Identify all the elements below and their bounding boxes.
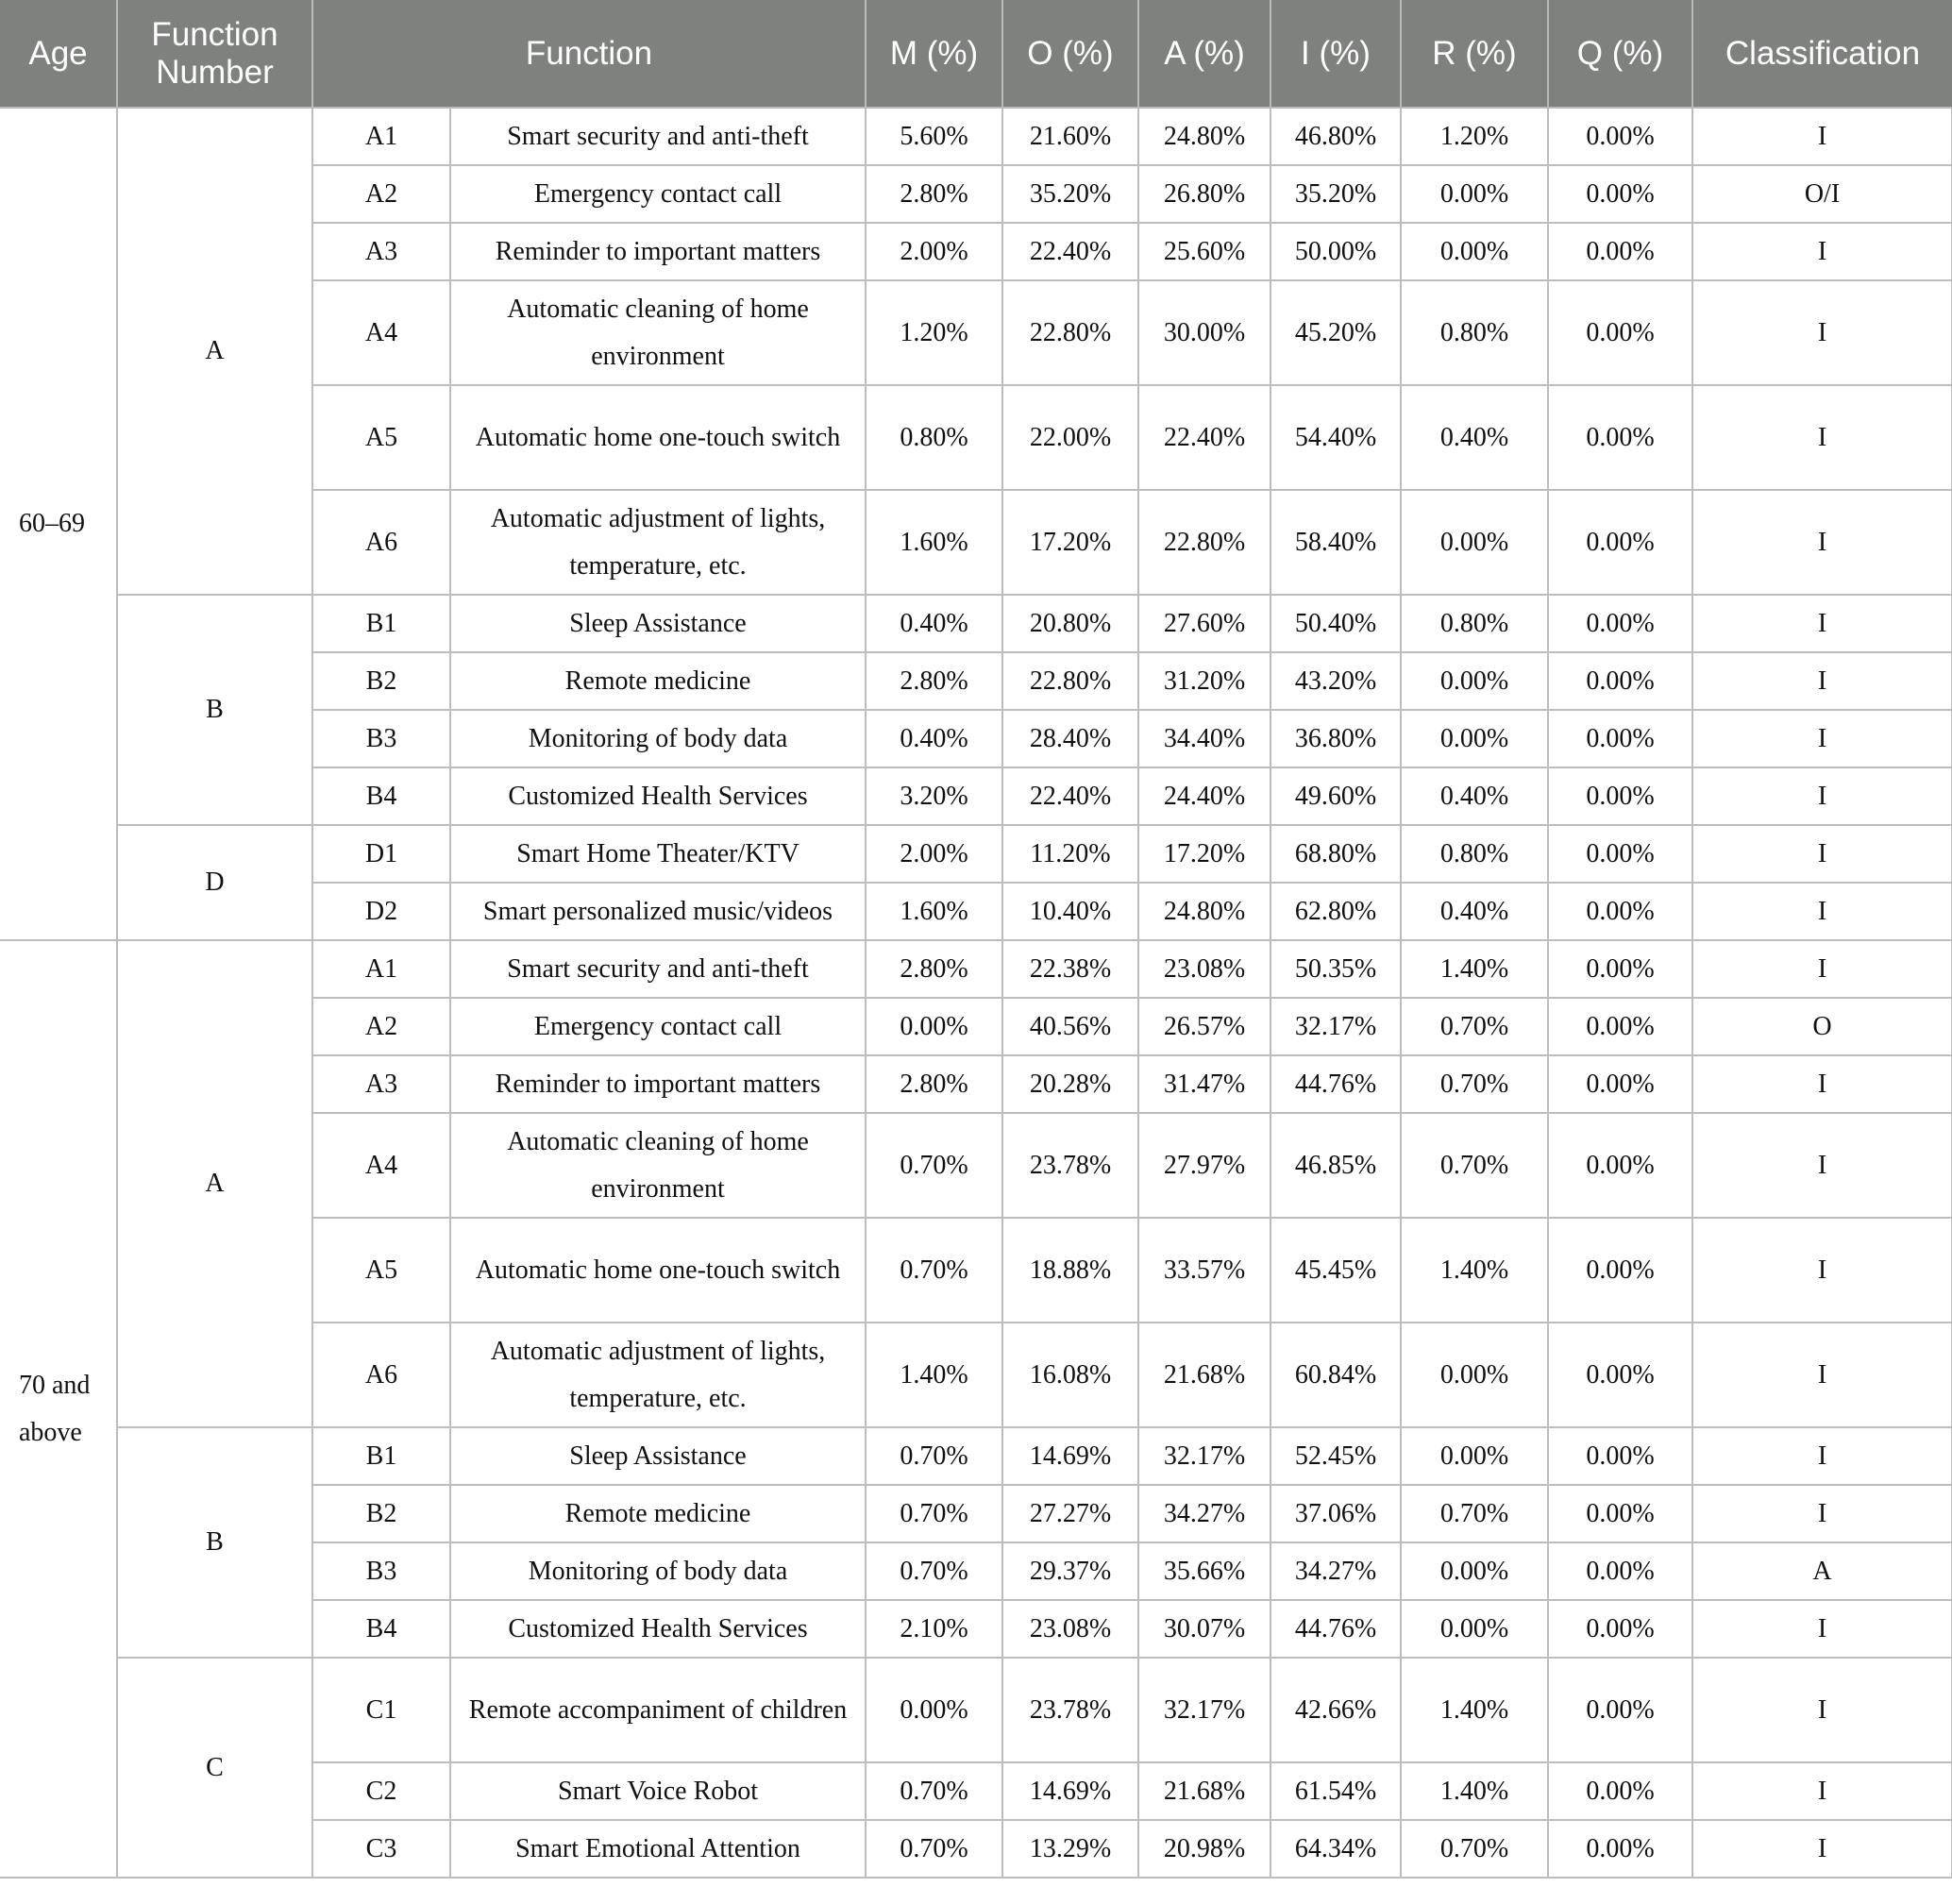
r-value-cell: 1.40%: [1401, 940, 1548, 998]
q-value-cell: 0.00%: [1548, 1820, 1692, 1878]
a-value-cell: 22.40%: [1138, 385, 1270, 490]
o-value-cell: 35.20%: [1002, 165, 1138, 223]
function-name-cell: Emergency contact call: [450, 165, 866, 223]
function-name-cell: Monitoring of body data: [450, 710, 866, 767]
function-category-cell: D: [117, 825, 312, 940]
classification-value-cell: I: [1692, 1323, 1952, 1427]
m-value-cell: 0.80%: [866, 385, 1002, 490]
o-value-cell: 21.60%: [1002, 108, 1138, 165]
function-id-cell: B3: [312, 710, 450, 767]
r-value-cell: 0.70%: [1401, 1055, 1548, 1113]
r-value-cell: 0.00%: [1401, 490, 1548, 595]
classification-value-cell: I: [1692, 1820, 1952, 1878]
a-value-cell: 31.47%: [1138, 1055, 1270, 1113]
table-row: [0, 1658, 1952, 1762]
o-value-cell: 28.40%: [1002, 710, 1138, 767]
r-value-cell: 0.80%: [1401, 595, 1548, 652]
function-id-cell: B3: [312, 1542, 450, 1600]
classification-value-cell: I: [1692, 1600, 1952, 1658]
m-value-cell: 5.60%: [866, 108, 1002, 165]
q-value-cell: 0.00%: [1548, 940, 1692, 998]
function-name-cell: Monitoring of body data: [450, 1542, 866, 1600]
classification-value-cell: I: [1692, 1762, 1952, 1820]
m-value-cell: 0.00%: [866, 1658, 1002, 1762]
classification-value-cell: I: [1692, 595, 1952, 652]
m-value-cell: 1.60%: [866, 490, 1002, 595]
o-value-cell: 22.80%: [1002, 280, 1138, 385]
function-id-cell: B1: [312, 1427, 450, 1485]
q-value-cell: 0.00%: [1548, 1218, 1692, 1323]
o-value-cell: 20.28%: [1002, 1055, 1138, 1113]
o-value-cell: 27.27%: [1002, 1485, 1138, 1542]
function-name-cell: Emergency contact call: [450, 998, 866, 1055]
r-value-cell: 0.70%: [1401, 998, 1548, 1055]
q-value-cell: 0.00%: [1548, 280, 1692, 385]
q-value-cell: 0.00%: [1548, 223, 1692, 280]
age-group-label-line: above: [19, 1417, 82, 1447]
function-id-cell: A4: [312, 1113, 450, 1218]
table-row: [0, 595, 1952, 652]
table-row: [0, 1427, 1952, 1485]
classification-value-cell: I: [1692, 767, 1952, 825]
function-name-cell: Sleep Assistance: [450, 1427, 866, 1485]
o-value-cell: 14.69%: [1002, 1427, 1138, 1485]
r-value-cell: 0.40%: [1401, 385, 1548, 490]
i-value-cell: 46.80%: [1270, 108, 1401, 165]
a-value-cell: 26.57%: [1138, 998, 1270, 1055]
r-value-cell: 1.40%: [1401, 1218, 1548, 1323]
function-category-cell: C: [117, 1658, 312, 1878]
function-id-cell: A1: [312, 940, 450, 998]
function-name-cell: Smart security and anti-theft: [450, 108, 866, 165]
a-value-cell: 27.60%: [1138, 595, 1270, 652]
header-function-number: Function Number: [117, 0, 312, 108]
function-id-cell: D1: [312, 825, 450, 883]
m-value-cell: 0.40%: [866, 710, 1002, 767]
m-value-cell: 2.00%: [866, 223, 1002, 280]
q-value-cell: 0.00%: [1548, 385, 1692, 490]
function-name-cell: Automatic adjustment of lights, temperature, etc.: [450, 1323, 866, 1427]
o-value-cell: 23.78%: [1002, 1113, 1138, 1218]
m-value-cell: 0.70%: [866, 1542, 1002, 1600]
function-name-cell: Smart Home Theater/KTV: [450, 825, 866, 883]
a-value-cell: 26.80%: [1138, 165, 1270, 223]
classification-value-cell: I: [1692, 883, 1952, 940]
i-value-cell: 42.66%: [1270, 1658, 1401, 1762]
classification-value-cell: I: [1692, 1485, 1952, 1542]
function-name-cell: Reminder to important matters: [450, 223, 866, 280]
i-value-cell: 44.76%: [1270, 1600, 1401, 1658]
m-value-cell: 2.80%: [866, 1055, 1002, 1113]
header-function: Function: [312, 0, 866, 108]
o-value-cell: 22.80%: [1002, 652, 1138, 710]
r-value-cell: 0.40%: [1401, 767, 1548, 825]
m-value-cell: 0.70%: [866, 1485, 1002, 1542]
function-id-cell: C3: [312, 1820, 450, 1878]
header-age: Age: [0, 0, 117, 108]
function-id-cell: A6: [312, 490, 450, 595]
i-value-cell: 62.80%: [1270, 883, 1401, 940]
i-value-cell: 37.06%: [1270, 1485, 1401, 1542]
r-value-cell: 1.20%: [1401, 108, 1548, 165]
i-value-cell: 50.00%: [1270, 223, 1401, 280]
a-value-cell: 30.00%: [1138, 280, 1270, 385]
function-id-cell: C2: [312, 1762, 450, 1820]
function-category-cell: B: [117, 1427, 312, 1658]
q-value-cell: 0.00%: [1548, 1485, 1692, 1542]
o-value-cell: 22.00%: [1002, 385, 1138, 490]
function-name-cell: Smart security and anti-theft: [450, 940, 866, 998]
i-value-cell: 61.54%: [1270, 1762, 1401, 1820]
o-value-cell: 29.37%: [1002, 1542, 1138, 1600]
q-value-cell: 0.00%: [1548, 1323, 1692, 1427]
header-row: [0, 0, 1952, 108]
q-value-cell: 0.00%: [1548, 1055, 1692, 1113]
i-value-cell: 58.40%: [1270, 490, 1401, 595]
function-id-cell: A2: [312, 165, 450, 223]
a-value-cell: 24.40%: [1138, 767, 1270, 825]
m-value-cell: 2.00%: [866, 825, 1002, 883]
o-value-cell: 23.08%: [1002, 1600, 1138, 1658]
age-group-cell: 60–69: [0, 108, 117, 940]
table-row: [0, 825, 1952, 883]
o-value-cell: 16.08%: [1002, 1323, 1138, 1427]
r-value-cell: 0.80%: [1401, 280, 1548, 385]
classification-value-cell: O: [1692, 998, 1952, 1055]
i-value-cell: 35.20%: [1270, 165, 1401, 223]
a-value-cell: 23.08%: [1138, 940, 1270, 998]
i-value-cell: 45.20%: [1270, 280, 1401, 385]
r-value-cell: 0.70%: [1401, 1113, 1548, 1218]
q-value-cell: 0.00%: [1548, 1762, 1692, 1820]
q-value-cell: 0.00%: [1548, 490, 1692, 595]
classification-value-cell: I: [1692, 710, 1952, 767]
function-name-cell: Sleep Assistance: [450, 595, 866, 652]
r-value-cell: 0.00%: [1401, 165, 1548, 223]
function-id-cell: A6: [312, 1323, 450, 1427]
m-value-cell: 0.70%: [866, 1113, 1002, 1218]
function-id-cell: B4: [312, 767, 450, 825]
i-value-cell: 60.84%: [1270, 1323, 1401, 1427]
classification-value-cell: I: [1692, 940, 1952, 998]
function-id-cell: A5: [312, 385, 450, 490]
o-value-cell: 10.40%: [1002, 883, 1138, 940]
i-value-cell: 64.34%: [1270, 1820, 1401, 1878]
i-value-cell: 68.80%: [1270, 825, 1401, 883]
function-name-cell: Smart personalized music/videos: [450, 883, 866, 940]
function-name-cell: Remote accompaniment of children: [450, 1658, 866, 1762]
function-category-cell: A: [117, 108, 312, 595]
a-value-cell: 31.20%: [1138, 652, 1270, 710]
r-value-cell: 0.40%: [1401, 883, 1548, 940]
a-value-cell: 32.17%: [1138, 1427, 1270, 1485]
function-name-cell: Remote medicine: [450, 652, 866, 710]
q-value-cell: 0.00%: [1548, 165, 1692, 223]
classification-value-cell: I: [1692, 1055, 1952, 1113]
a-value-cell: 20.98%: [1138, 1820, 1270, 1878]
a-value-cell: 25.60%: [1138, 223, 1270, 280]
m-value-cell: 0.70%: [866, 1427, 1002, 1485]
r-value-cell: 1.40%: [1401, 1762, 1548, 1820]
i-value-cell: 50.40%: [1270, 595, 1401, 652]
r-value-cell: 0.00%: [1401, 652, 1548, 710]
a-value-cell: 33.57%: [1138, 1218, 1270, 1323]
m-value-cell: 0.40%: [866, 595, 1002, 652]
table-row: [0, 108, 1952, 165]
function-name-cell: Automatic cleaning of home environment: [450, 280, 866, 385]
header-i: I (%): [1270, 0, 1401, 108]
m-value-cell: 0.70%: [866, 1762, 1002, 1820]
q-value-cell: 0.00%: [1548, 767, 1692, 825]
m-value-cell: 0.70%: [866, 1218, 1002, 1323]
classification-value-cell: I: [1692, 223, 1952, 280]
function-name-cell: Smart Emotional Attention: [450, 1820, 866, 1878]
r-value-cell: 0.00%: [1401, 223, 1548, 280]
m-value-cell: 0.00%: [866, 998, 1002, 1055]
i-value-cell: 43.20%: [1270, 652, 1401, 710]
classification-value-cell: I: [1692, 1218, 1952, 1323]
table-body: [0, 108, 1952, 1878]
r-value-cell: 0.00%: [1401, 1542, 1548, 1600]
classification-value-cell: A: [1692, 1542, 1952, 1600]
function-name-cell: Automatic adjustment of lights, temperature, etc.: [450, 490, 866, 595]
header-q: Q (%): [1548, 0, 1692, 108]
a-value-cell: 34.27%: [1138, 1485, 1270, 1542]
classification-value-cell: I: [1692, 1427, 1952, 1485]
m-value-cell: 0.70%: [866, 1820, 1002, 1878]
r-value-cell: 0.00%: [1401, 1600, 1548, 1658]
function-id-cell: A2: [312, 998, 450, 1055]
header-r: R (%): [1401, 0, 1548, 108]
function-id-cell: B1: [312, 595, 450, 652]
q-value-cell: 0.00%: [1548, 1600, 1692, 1658]
header-m: M (%): [866, 0, 1002, 108]
function-id-cell: B4: [312, 1600, 450, 1658]
o-value-cell: 40.56%: [1002, 998, 1138, 1055]
a-value-cell: 22.80%: [1138, 490, 1270, 595]
classification-value-cell: I: [1692, 652, 1952, 710]
function-id-cell: A5: [312, 1218, 450, 1323]
m-value-cell: 3.20%: [866, 767, 1002, 825]
r-value-cell: 0.00%: [1401, 1427, 1548, 1485]
m-value-cell: 2.80%: [866, 940, 1002, 998]
q-value-cell: 0.00%: [1548, 883, 1692, 940]
o-value-cell: 22.38%: [1002, 940, 1138, 998]
classification-value-cell: I: [1692, 108, 1952, 165]
classification-value-cell: O/I: [1692, 165, 1952, 223]
a-value-cell: 21.68%: [1138, 1323, 1270, 1427]
i-value-cell: 50.35%: [1270, 940, 1401, 998]
m-value-cell: 2.80%: [866, 652, 1002, 710]
o-value-cell: 13.29%: [1002, 1820, 1138, 1878]
function-name-cell: Customized Health Services: [450, 767, 866, 825]
function-category-cell: B: [117, 595, 312, 825]
age-group-cell: [0, 940, 117, 1878]
a-value-cell: 32.17%: [1138, 1658, 1270, 1762]
i-value-cell: 49.60%: [1270, 767, 1401, 825]
function-id-cell: B2: [312, 652, 450, 710]
r-value-cell: 0.70%: [1401, 1820, 1548, 1878]
function-id-cell: A4: [312, 280, 450, 385]
a-value-cell: 21.68%: [1138, 1762, 1270, 1820]
function-name-cell: Automatic cleaning of home environment: [450, 1113, 866, 1218]
o-value-cell: 20.80%: [1002, 595, 1138, 652]
m-value-cell: 1.40%: [866, 1323, 1002, 1427]
q-value-cell: 0.00%: [1548, 825, 1692, 883]
a-value-cell: 27.97%: [1138, 1113, 1270, 1218]
header-o: O (%): [1002, 0, 1138, 108]
r-value-cell: 0.00%: [1401, 710, 1548, 767]
a-value-cell: 35.66%: [1138, 1542, 1270, 1600]
function-name-cell: Automatic home one-touch switch: [450, 385, 866, 490]
q-value-cell: 0.00%: [1548, 652, 1692, 710]
q-value-cell: 0.00%: [1548, 108, 1692, 165]
i-value-cell: 52.45%: [1270, 1427, 1401, 1485]
a-value-cell: 24.80%: [1138, 108, 1270, 165]
a-value-cell: 17.20%: [1138, 825, 1270, 883]
o-value-cell: 11.20%: [1002, 825, 1138, 883]
i-value-cell: 34.27%: [1270, 1542, 1401, 1600]
m-value-cell: 2.10%: [866, 1600, 1002, 1658]
a-value-cell: 30.07%: [1138, 1600, 1270, 1658]
o-value-cell: 22.40%: [1002, 223, 1138, 280]
classification-value-cell: I: [1692, 490, 1952, 595]
o-value-cell: 22.40%: [1002, 767, 1138, 825]
q-value-cell: 0.00%: [1548, 710, 1692, 767]
r-value-cell: 0.80%: [1401, 825, 1548, 883]
classification-value-cell: I: [1692, 280, 1952, 385]
m-value-cell: 1.20%: [866, 280, 1002, 385]
m-value-cell: 1.60%: [866, 883, 1002, 940]
i-value-cell: 45.45%: [1270, 1218, 1401, 1323]
header-classification: Classification: [1692, 0, 1952, 108]
q-value-cell: 0.00%: [1548, 1658, 1692, 1762]
o-value-cell: 23.78%: [1002, 1658, 1138, 1762]
i-value-cell: 44.76%: [1270, 1055, 1401, 1113]
header-a: A (%): [1138, 0, 1270, 108]
i-value-cell: 46.85%: [1270, 1113, 1401, 1218]
a-value-cell: 24.80%: [1138, 883, 1270, 940]
function-id-cell: D2: [312, 883, 450, 940]
function-id-cell: A3: [312, 223, 450, 280]
classification-value-cell: I: [1692, 1658, 1952, 1762]
r-value-cell: 1.40%: [1401, 1658, 1548, 1762]
o-value-cell: 18.88%: [1002, 1218, 1138, 1323]
function-name-cell: Remote medicine: [450, 1485, 866, 1542]
function-name-cell: Automatic home one-touch switch: [450, 1218, 866, 1323]
function-name-cell: Smart Voice Robot: [450, 1762, 866, 1820]
function-category-cell: A: [117, 940, 312, 1427]
classification-value-cell: I: [1692, 825, 1952, 883]
i-value-cell: 32.17%: [1270, 998, 1401, 1055]
q-value-cell: 0.00%: [1548, 595, 1692, 652]
q-value-cell: 0.00%: [1548, 1113, 1692, 1218]
r-value-cell: 0.00%: [1401, 1323, 1548, 1427]
function-id-cell: A3: [312, 1055, 450, 1113]
function-name-cell: Reminder to important matters: [450, 1055, 866, 1113]
o-value-cell: 14.69%: [1002, 1762, 1138, 1820]
q-value-cell: 0.00%: [1548, 1542, 1692, 1600]
q-value-cell: 0.00%: [1548, 1427, 1692, 1485]
classification-value-cell: I: [1692, 1113, 1952, 1218]
i-value-cell: 36.80%: [1270, 710, 1401, 767]
o-value-cell: 17.20%: [1002, 490, 1138, 595]
function-id-cell: C1: [312, 1658, 450, 1762]
q-value-cell: 0.00%: [1548, 998, 1692, 1055]
function-name-cell: Customized Health Services: [450, 1600, 866, 1658]
function-id-cell: B2: [312, 1485, 450, 1542]
classification-value-cell: I: [1692, 385, 1952, 490]
a-value-cell: 34.40%: [1138, 710, 1270, 767]
m-value-cell: 2.80%: [866, 165, 1002, 223]
function-id-cell: A1: [312, 108, 450, 165]
i-value-cell: 54.40%: [1270, 385, 1401, 490]
age-group-label-line: 70 and: [19, 1370, 91, 1400]
table-row: [0, 940, 1952, 998]
r-value-cell: 0.70%: [1401, 1485, 1548, 1542]
